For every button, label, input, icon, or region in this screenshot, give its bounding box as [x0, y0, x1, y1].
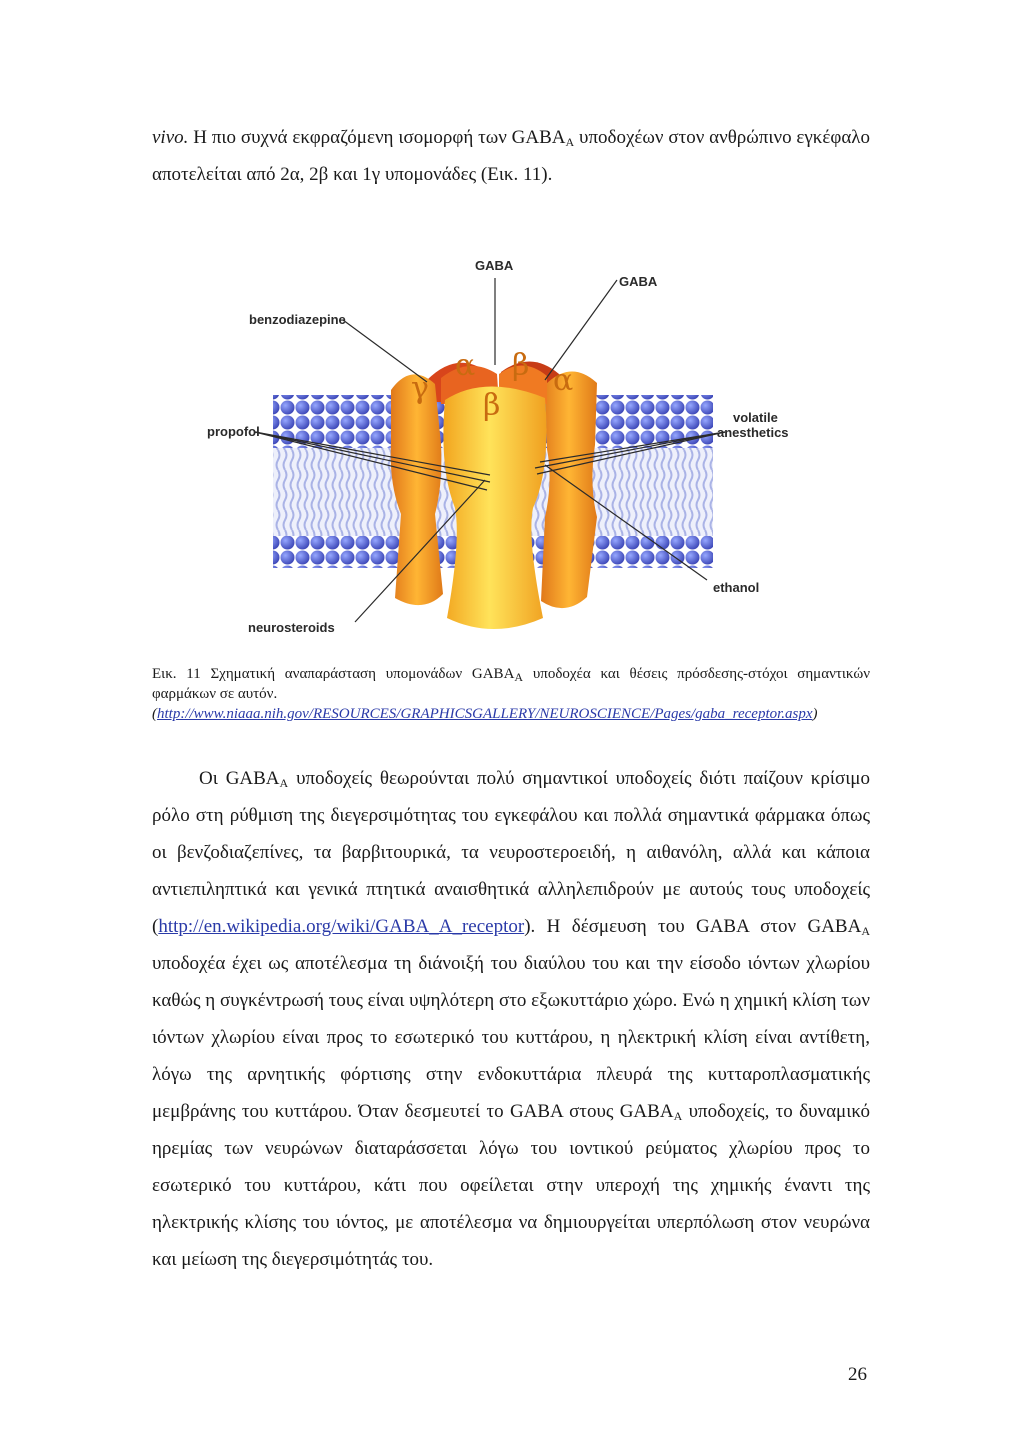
- intro-italic-lead: vivo.: [152, 127, 189, 148]
- label-anesthetics: anesthetics: [717, 425, 789, 440]
- label-benzodiazepine: benzodiazepine: [249, 312, 346, 327]
- subunit-alpha-right: α: [553, 363, 574, 398]
- body-text-3: ). Η δέσμευση του GABA στον GABA: [524, 916, 862, 937]
- label-volatile: volatile: [733, 410, 778, 425]
- body-text-5: υποδοχείς, το δυναμικό ηρεμίας των νευρώνων διαταράσσεται λόγω του ιοντικού ρεύματος χλωρίου προς το εσωτερικό του κυττάρου, κάτι που οφείλεται στην υπεροχή της χημικής έναντι της ηλεκτρικής κλίσης του ιόντος, με αποτέλεσμα να δημιουργείται υπερπόλωση στον νευρώνα και μείωση της διεγερσιμότητάς του.: [152, 1101, 870, 1270]
- caption-subscript: A: [514, 670, 524, 684]
- caption-text-2: υποδοχέα και θέσεις πρόσδεσης-στόχοι σημαντικών φαρμάκων σε αυτόν.: [152, 666, 870, 702]
- caption-cite-close: ): [812, 706, 818, 722]
- intro-paragraph: [152, 119, 870, 193]
- label-neurosteroids: neurosteroids: [248, 620, 335, 635]
- body-subscript-3: A: [673, 1109, 683, 1123]
- caption-cite-open: (: [152, 706, 157, 722]
- wikipedia-link[interactable]: http://en.wikipedia.org/wiki/GABA_A_receptor: [158, 916, 525, 937]
- body-subscript-1: A: [279, 776, 289, 790]
- body-text-4: υποδοχέα έχει ως αποτέλεσμα τη διάνοιξή του διαύλου του και την είσοδο ιόντων χλωρίου καθώς η συγκέντρωσή τους είναι υψηλότερη στο εξωκυττάριο χώρο. Ενώ η χημική κλίση των ιόντων χλωρίου είναι προς το εσωτερικό του κυττάρου, η ηλεκτρική κλίση είναι αντίθετη, λόγω της αρνητικής φόρτισης στην ενδοκυττάρια πλευρά της κυτταροπλασματικής μεμβράνης του κυττάρου. Όταν δεσμευτεί το GABA στους GABA: [152, 953, 870, 1122]
- body-text-2: υποδοχείς θεωρούνται πολύ σημαντικοί υποδοχείς διότι παίζουν κρίσιμο ρόλο στη ρύθμιση της διεγερσιμότητας του εγκεφάλου και πολλά σημαντικά φάρμακα όπως οι βενζοδιαζεπίνες, τα βαρβιτουρικά, τα νευροστεροειδή, η αιθανόλη, αλλά και κάποια αντιεπιληπτικά και γενικά πτητικά αναισθητικά αλληλεπιδρούν με αυτούς τους υποδοχείς (: [152, 768, 870, 937]
- body-subscript-2: A: [861, 924, 870, 938]
- caption-text-1: Εικ. 11 Σχηματική αναπαράσταση υπομονάδων GABA: [152, 666, 515, 682]
- body-text-1: Οι GABA: [199, 768, 280, 789]
- gaba-receptor-figure: [205, 250, 805, 650]
- intro-text-2: υποδοχέων στον ανθρώπινο εγκέφαλο αποτελείται από 2α, 2β και 1γ υπομονάδες (Εικ. 11).: [152, 127, 870, 185]
- intro-text-1: Η πιο συχνά εκφραζόμενη ισομορφή των GABA: [188, 127, 566, 148]
- figure-caption: [152, 664, 870, 724]
- label-gaba-top: GABA: [475, 258, 514, 273]
- page-number: 26: [848, 1364, 867, 1385]
- subunit-beta-back: β: [512, 348, 530, 383]
- body-paragraph: [152, 760, 870, 1278]
- subunit-beta-front: β: [483, 388, 501, 423]
- label-propofol: propofol: [207, 424, 260, 439]
- subunit-alpha-left: α: [455, 348, 476, 383]
- caption-source-link[interactable]: http://www.niaaa.nih.gov/RESOURCES/GRAPHICSGALLERY/NEUROSCIENCE/Pages/gaba_receptor.aspx: [157, 706, 813, 722]
- label-ethanol: ethanol: [713, 580, 760, 595]
- intro-subscript: A: [565, 135, 575, 149]
- subunit-gamma: γ: [411, 371, 429, 406]
- label-gaba-right: GABA: [619, 274, 658, 289]
